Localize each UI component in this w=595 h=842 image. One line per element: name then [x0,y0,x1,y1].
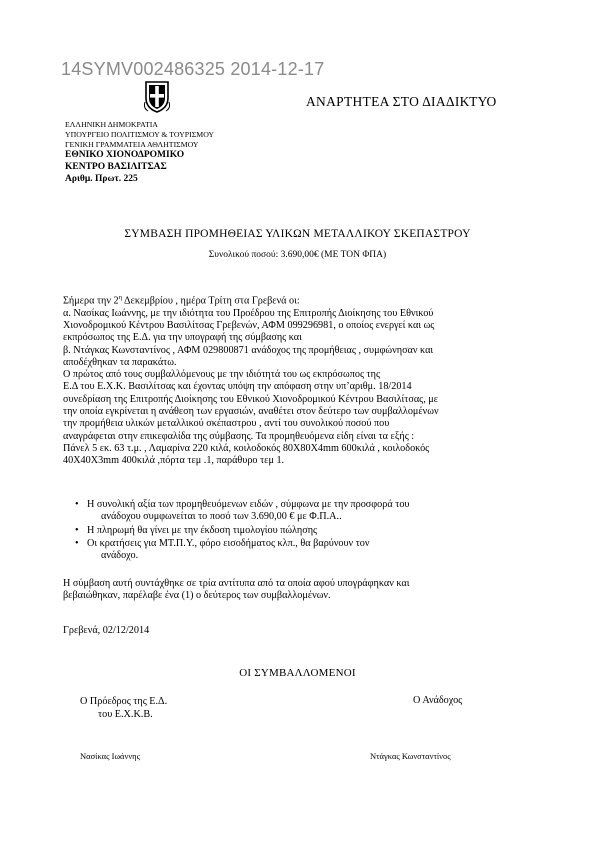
public-posting-notice: ΑΝΑΡΤΗΤΕΑ ΣΤΟ ΔΙΑΔΙΚΤΥΟ [306,94,497,109]
signatory-right-name: Ντάγκας Κωνσταντίνος [370,751,451,761]
terms-list [63,499,518,563]
assignment-line: την προμήθεια υλικών μεταλλικού σκέπαστρου , αντί του συνολικού ποσού που [63,418,390,430]
signatory-left-name: Νασίκας Ιωάννης [80,751,140,761]
party-a-line: εκπρόσωπος της Ε.Δ. για την υπογραφή της σύμβασης και [63,332,302,344]
intro-line: Σήμερα την $2^\eta$ Δεκεμβρίου , ημέρα Τρίτη στα Γρεβενά οι: [63,294,300,307]
list-item: • Η πληρωμή θα γίνει με την έκδοση τιμολογίου πώλησης [75,524,318,536]
contract-body [63,292,513,468]
party-a-line: Χιονοδρομικού Κέντρου Βασιλίτσας Γρεβενών, ΑΦΜ 099296981, ο οποίος ενεργεί και ως [63,319,435,331]
bullet-icon: • [75,537,79,549]
items-line: 40Χ40Χ3mm 400κιλά ,πόρτα τεμ .1, παράθυρο τεμ 1. [63,455,285,467]
bullet-icon: • [75,499,79,510]
issuer-org-line1: ΕΘΝΙΚΟ ΧΙΟΝΟΔΡΟΜΙΚΟ [65,150,185,161]
assignment-line: Ο πρώτος από τους συμβαλλόμενους με την ιδιότητά του ως εκπρόσωπος της [63,369,381,381]
contract-title: ΣΥΜΒΑΣΗ ΠΡΟΜΗΘΕΙΑΣ ΥΛΙΚΩΝ ΜΕΤΑΛΛΙΚΟΥ ΣΚΕΠΑΣΤΡΟΥ [124,228,471,240]
contract-total: Συνολικού ποσού: 3.690,00€ (ΜΕ ΤΟΝ ΦΠΑ) [208,250,387,260]
party-b-line: αποδέχθηκαν τα παρακάτω. [63,356,177,368]
list-item: • Οι κρατήσεις για ΜΤ.Π.Υ., φόρο εισοδήματος κλπ., θα βαρύνουν τον ανάδοχο. [75,537,370,562]
place-date: Γρεβενά, 02/12/2014 [63,625,150,636]
items-line: Πάνελ 5 εκ. 63 τ.μ. , Λαμαρίνα 220 κιλά, κοιλοδοκός 80Χ80Χ4mm 600κιλά , κοιλοδοκός [63,442,430,454]
issuer-republic: ΕΛΛΗΝΙΚΗ ΔΗΜΟΚΡΑΤΙΑ [65,120,158,129]
issuer-block [65,120,214,185]
parties-title: ΟΙ ΣΥΜΒΑΛΛΟΜΕΝΟΙ [239,667,356,679]
assignment-line: συνεδρίαση της Επιτροπής Διοίκησης του Εθνικού Χιονοδρομικού Κέντρου Βασιλίτσας, με [63,393,439,405]
party-a-line: α. Νασίκας Ιωάννης, με την ιδιότητα του Προέδρου της Επιτροπής Διοίκησης του Εθνικού [63,307,434,319]
assignment-line: Ε.Δ του Ε.Χ.Κ. Βασιλίτσας και έχοντας υπόψη την απόφαση στην υπ’αριθμ. 18/2014 [63,381,412,393]
assignment-line: αναγράφεται στην επικεφαλίδα της σύμβασης. Τα προμηθευόμενα είδη είναι τα εξής : [63,430,415,442]
assignment-line: την οποία εγκρίνεται η ανάθεση των εργασιών, αναθέτει στον δεύτερο των συμβαλλομένων [63,406,439,418]
greek-coat-of-arms-icon [143,80,171,114]
closing-paragraph: Η σύμβαση αυτή συντάχθηκε σε τρία αντίτυπα από τα οποία αφού υπογράφηκαν και βεβαιώθηκαν, παρέλαβε ένα (1) ο δεύτερος των συμβαλλομένων. [63,578,410,602]
issuer-org-line2: ΚΕΝΤΡΟ ΒΑΣΙΛΙΤΣΑΣ [65,162,167,173]
bullet-icon: • [75,524,79,536]
issuer-ministry: ΥΠΟΥΡΓΕΙΟ ΠΟΛΙΤΙΣΜΟΥ & ΤΟΥΡΙΣΜΟΥ [65,129,215,139]
signatory-left-title: Ο Πρόεδρος της Ε.Δ. του Ε.Χ.Κ.Β. [80,696,168,720]
document-id-stamp: 14SYMV002486325 2014-12-17 [61,59,325,79]
party-b-line: β. Ντάγκας Κωνσταντίνος , ΑΦΜ 029800871 ανάδοχος της προμήθειας , συμφώνησαν και [63,344,434,356]
protocol-number: Αριθμ. Πρωτ. 225 [65,174,138,185]
issuer-secretariat: ΓΕΝΙΚΗ ΓΡΑΜΜΑΤΕΙΑ ΑΘΛΗΤΙΣΜΟΥ [65,139,199,149]
signatory-right-title: Ο Ανάδοχος [413,695,463,706]
list-item: • Η συνολική αξία των προμηθευόμενων ειδών , σύμφωνα με την προσφορά του ανάδοχου συμφωνείται το ποσό των 3.690,00 € με Φ.Π.Α.. [75,499,410,523]
